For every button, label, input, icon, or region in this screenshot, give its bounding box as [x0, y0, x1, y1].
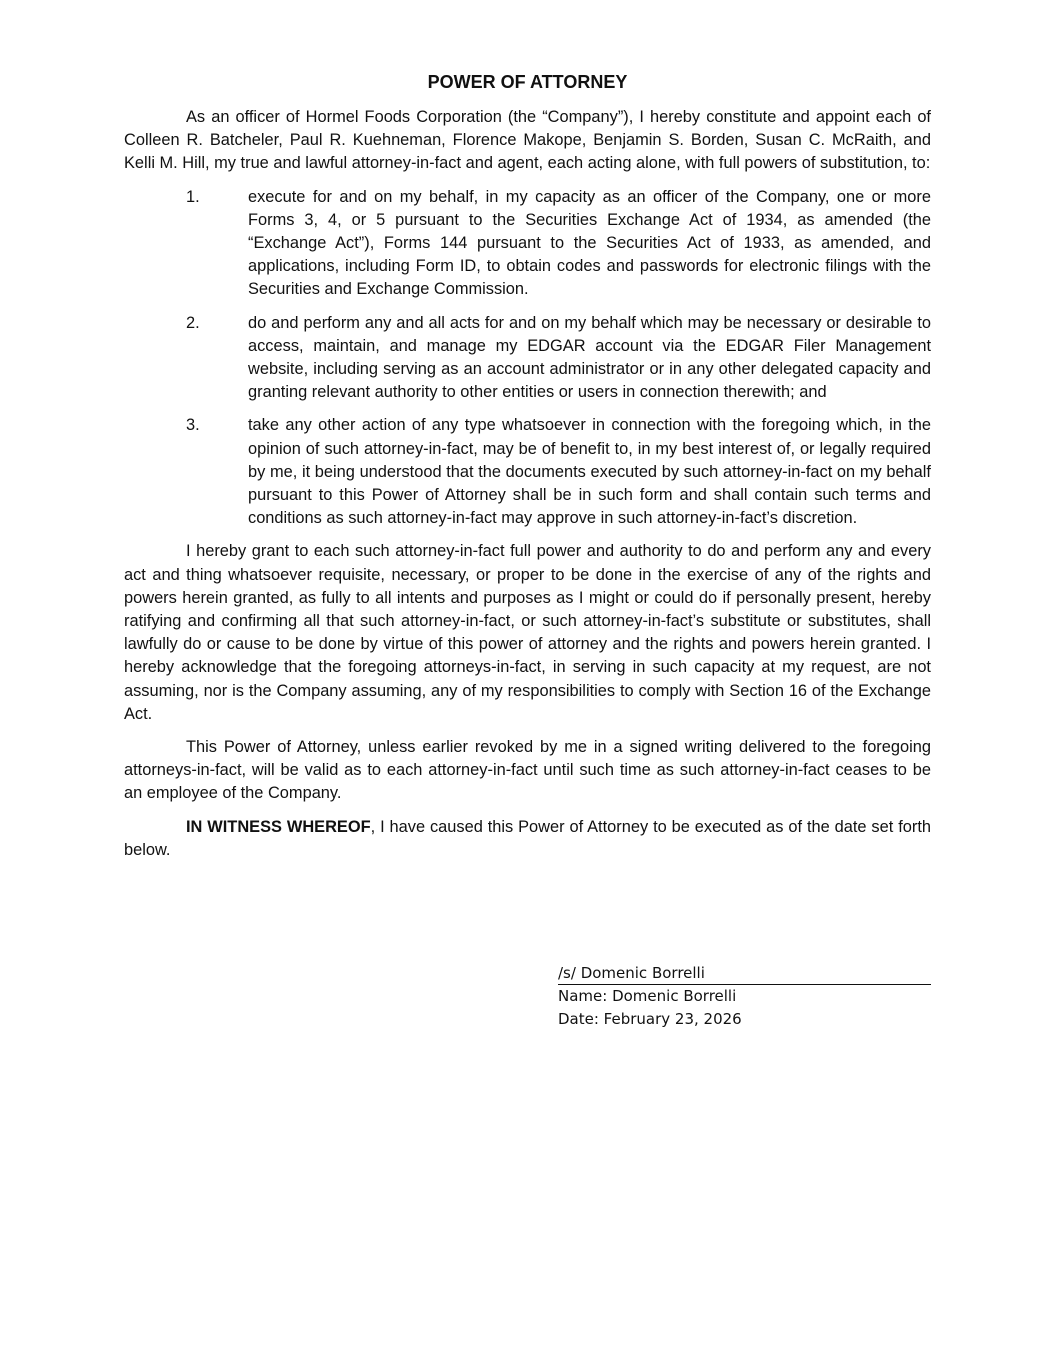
validity-paragraph: This Power of Attorney, unless earlier revoked by me in a signed writing delivered to the foregoing attorneys-in-fact, will be valid as to each attorney-in-fact until such time as such attorney-in-fact ceases to be an employee of the Company. [124, 738, 931, 803]
list-item-text: take any other action of any type whatsoever in connection with the foregoing which, in the opinion of such attorney-in-fact, may be of benefit to, in my best interest of, or legally required by me, it being understood that the documents executed by such attorney-in-fact on my behalf pursuant to this Power of Attorney shall be in such form and shall contain such terms and conditions as such attorney-in-fact may approve in such attorney-in-fact’s discretion. [248, 416, 931, 528]
list-item-number: 1. [186, 187, 200, 206]
signer-name: Name: Domenic Borrelli [558, 987, 737, 1005]
list-item [124, 186, 931, 302]
list-item-text: do and perform any and all acts for and on my behalf which may be necessary or desirable to access, maintain, and manage my EDGAR account via the EDGAR Filer Management website, including serving as an account administrator or in any other delegated capacity and granting relevant authority to other entities or users in connection therewith; and [248, 313, 931, 402]
grant-paragraph: I hereby grant to each such attorney-in-fact full power and authority to do and perform any and every act and thing whatsoever requisite, necessary, or proper to be done in the exercise of any of the rights and powers herein granted, as fully to all intents and purposes as I might or could do if personally present, hereby ratifying and confirming all that such attorney-in-fact, or such attorney-in-fact’s substitute or substitutes, shall lawfully do or cause to be done by virtue of this power of attorney and the rights and powers herein granted. I hereby acknowledge that the foregoing attorneys-in-fact, in serving in such capacity at my request, are not assuming, nor is the Company assuming, any of my responsibilities to comply with Section 16 of the Exchange Act. [124, 542, 931, 723]
list-item-number: 2. [186, 313, 200, 332]
document-body [124, 70, 931, 872]
list-item [124, 312, 931, 405]
intro-paragraph: As an officer of Hormel Foods Corporation (the “Company”), I hereby constitute and appoint each of Colleen R. Batcheler, Paul R. Kuehneman, Florence Makope, Benjamin S. Borden, Susan C. McRaith, and Kelli M. Hill, my true and lawful attorney-in-fact and agent, each acting alone, with full powers of substitution, to: [124, 108, 931, 173]
signature-block [558, 962, 931, 1031]
list-item-text: execute for and on my behalf, in my capacity as an officer of the Company, one or more Forms 3, 4, or 5 pursuant to the Securities Exchange Act of 1934, as amended (the “Exchange Act”), Forms 144 pursuant to the Securities Act of 1933, as amended, and applications, including Form ID, to obtain codes and passwords for electronic filings with the Securities and Exchange Commission. [248, 187, 931, 299]
signature-date: Date: February 23, 2026 [558, 1010, 742, 1029]
witness-paragraph [124, 816, 931, 862]
document-title: POWER OF ATTORNEY [427, 72, 628, 92]
powers-list [124, 186, 931, 531]
witness-lead: IN WITNESS WHEREOF [186, 817, 371, 836]
signature-line: /s/ Domenic Borrelli [558, 962, 931, 985]
list-item [124, 414, 931, 530]
witness-text: , I have caused this Power of Attorney to be executed as of the date set forth below. [124, 817, 931, 859]
list-item-number: 3. [186, 416, 200, 435]
